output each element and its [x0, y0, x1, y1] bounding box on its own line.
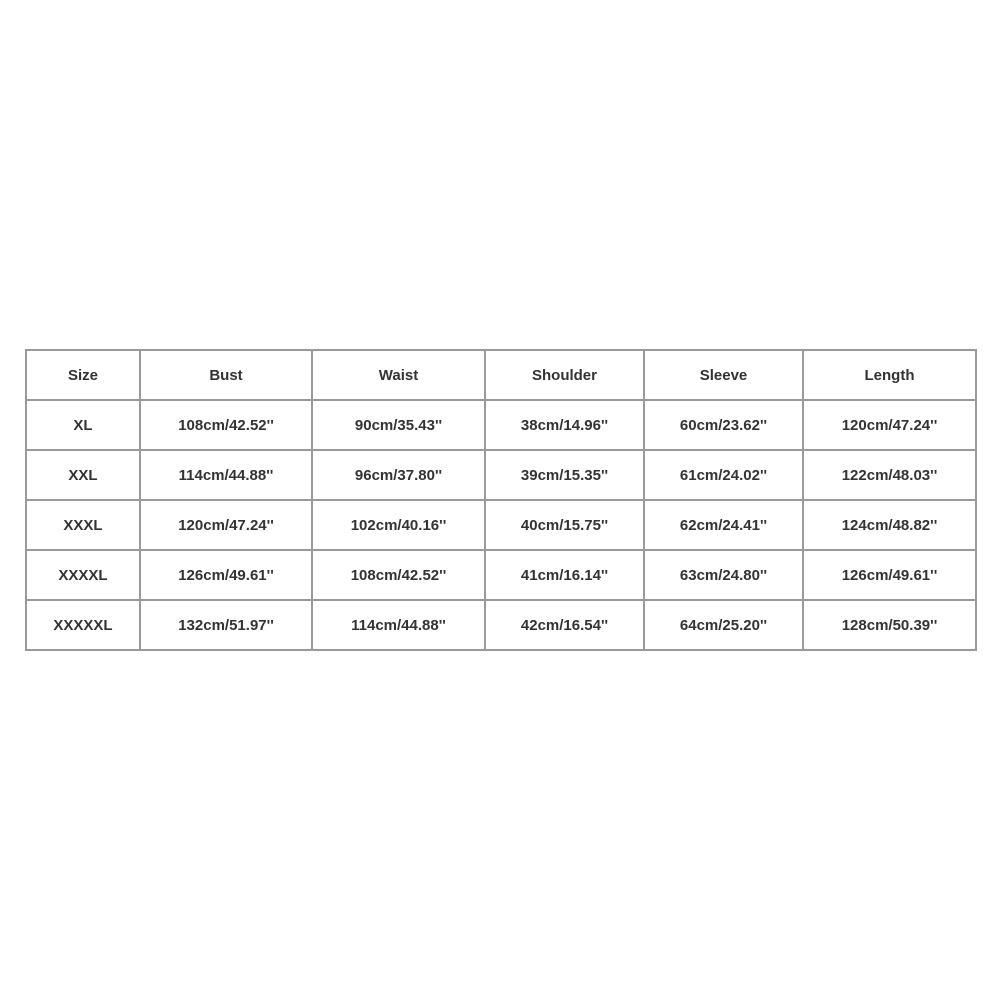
shoulder-cell: 38cm/14.96'' — [485, 400, 644, 450]
header-shoulder: Shoulder — [485, 350, 644, 400]
size-cell: XXL — [26, 450, 140, 500]
shoulder-cell: 42cm/16.54'' — [485, 600, 644, 650]
sleeve-cell: 61cm/24.02'' — [644, 450, 803, 500]
sleeve-cell: 64cm/25.20'' — [644, 600, 803, 650]
waist-cell: 114cm/44.88'' — [312, 600, 485, 650]
bust-cell: 114cm/44.88'' — [140, 450, 312, 500]
size-cell: XXXL — [26, 500, 140, 550]
shoulder-cell: 40cm/15.75'' — [485, 500, 644, 550]
size-cell: XL — [26, 400, 140, 450]
table-header — [26, 350, 976, 400]
header-waist: Waist — [312, 350, 485, 400]
waist-cell: 96cm/37.80'' — [312, 450, 485, 500]
table-body — [26, 400, 976, 650]
bust-cell: 126cm/49.61'' — [140, 550, 312, 600]
size-chart-table — [25, 349, 977, 651]
length-cell: 120cm/47.24'' — [803, 400, 976, 450]
header-size: Size — [26, 350, 140, 400]
sleeve-cell: 63cm/24.80'' — [644, 550, 803, 600]
size-cell: XXXXL — [26, 550, 140, 600]
table-row — [26, 400, 976, 450]
shoulder-cell: 39cm/15.35'' — [485, 450, 644, 500]
header-sleeve: Sleeve — [644, 350, 803, 400]
length-cell: 124cm/48.82'' — [803, 500, 976, 550]
bust-cell: 108cm/42.52'' — [140, 400, 312, 450]
header-row — [26, 350, 976, 400]
bust-cell: 120cm/47.24'' — [140, 500, 312, 550]
size-cell: XXXXXL — [26, 600, 140, 650]
header-bust: Bust — [140, 350, 312, 400]
bust-cell: 132cm/51.97'' — [140, 600, 312, 650]
waist-cell: 108cm/42.52'' — [312, 550, 485, 600]
table-row — [26, 600, 976, 650]
header-length: Length — [803, 350, 976, 400]
table-row — [26, 450, 976, 500]
sleeve-cell: 62cm/24.41'' — [644, 500, 803, 550]
length-cell: 126cm/49.61'' — [803, 550, 976, 600]
table-row — [26, 500, 976, 550]
length-cell: 128cm/50.39'' — [803, 600, 976, 650]
table-row — [26, 550, 976, 600]
waist-cell: 90cm/35.43'' — [312, 400, 485, 450]
waist-cell: 102cm/40.16'' — [312, 500, 485, 550]
sleeve-cell: 60cm/23.62'' — [644, 400, 803, 450]
shoulder-cell: 41cm/16.14'' — [485, 550, 644, 600]
length-cell: 122cm/48.03'' — [803, 450, 976, 500]
